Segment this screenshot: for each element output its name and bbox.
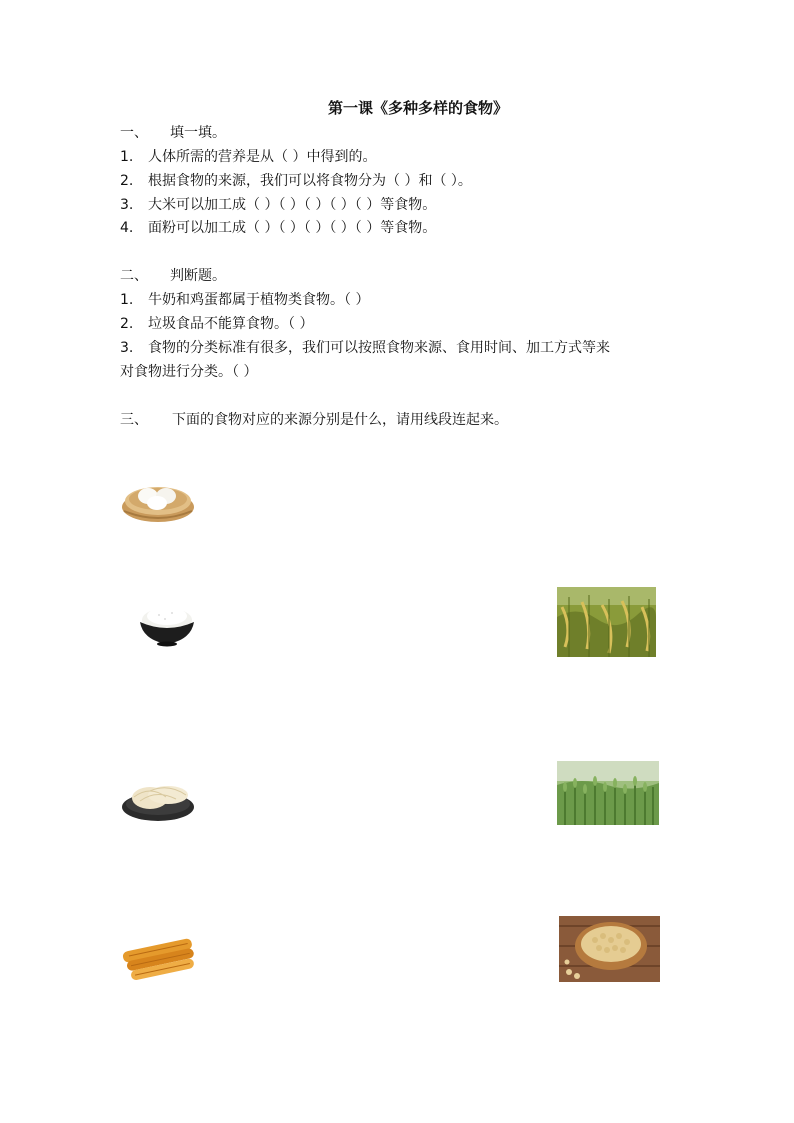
section1-heading-text: 填一填。 [170,125,226,141]
item-text: 面粉可以加工成（ ）（ ）（ ）（ ）（ ）等食物。 [148,220,437,236]
section1-item-2 [120,171,472,191]
section2-heading [120,266,226,286]
wheat-field-icon[interactable] [557,761,659,825]
section1-item-4 [120,218,436,238]
rice-bowl-icon[interactable] [137,600,197,648]
item-text: 人体所需的营养是从（ ）中得到的。 [148,149,377,165]
rice-plant-icon[interactable] [557,587,656,657]
section2-item-2 [120,314,313,334]
section2-item-1 [120,290,369,310]
soybeans-icon[interactable] [559,916,660,982]
item-number: 3. [120,340,134,356]
item-number: 2. [120,173,134,189]
section3-heading [120,410,508,430]
item-number: 1. [120,149,134,165]
section3-heading-text: 下面的食物对应的来源分别是什么，请用线段连起来。 [172,412,508,428]
section1-item-3 [120,195,436,215]
item-text: 大米可以加工成（ ）（ ）（ ）（ ）（ ）等食物。 [148,197,437,213]
item-number: 3. [120,197,134,213]
steamed-buns-icon[interactable] [120,473,196,524]
section2-heading-text: 判断题。 [170,268,226,284]
section3-heading-number: 三、 [120,412,148,428]
section1-item-1 [120,147,376,167]
section2-heading-number: 二、 [120,268,148,284]
page-title: 第一课《多种多样的食物》 [328,99,509,117]
section2-item-3 [120,338,610,358]
item-number: 4. [120,220,134,236]
noodles-icon[interactable] [120,773,197,827]
section1-heading [120,123,226,143]
item-text: 食物的分类标准有很多，我们可以按照食物来源、食用时间、加工方式等来 [148,340,610,356]
item-number: 1. [120,292,134,308]
section2-item-3-continuation: 对食物进行分类。（ ） [120,364,258,380]
item-text: 牛奶和鸡蛋都属于植物类食物。（ ） [148,292,370,308]
fried-dough-sticks-icon[interactable] [120,935,197,981]
item-text: 根据食物的来源，我们可以将食物分为（ ）和（ ）。 [148,173,472,189]
item-text: 垃圾食品不能算食物。（ ） [148,316,314,332]
section1-heading-number: 一、 [120,125,148,141]
item-number: 2. [120,316,134,332]
